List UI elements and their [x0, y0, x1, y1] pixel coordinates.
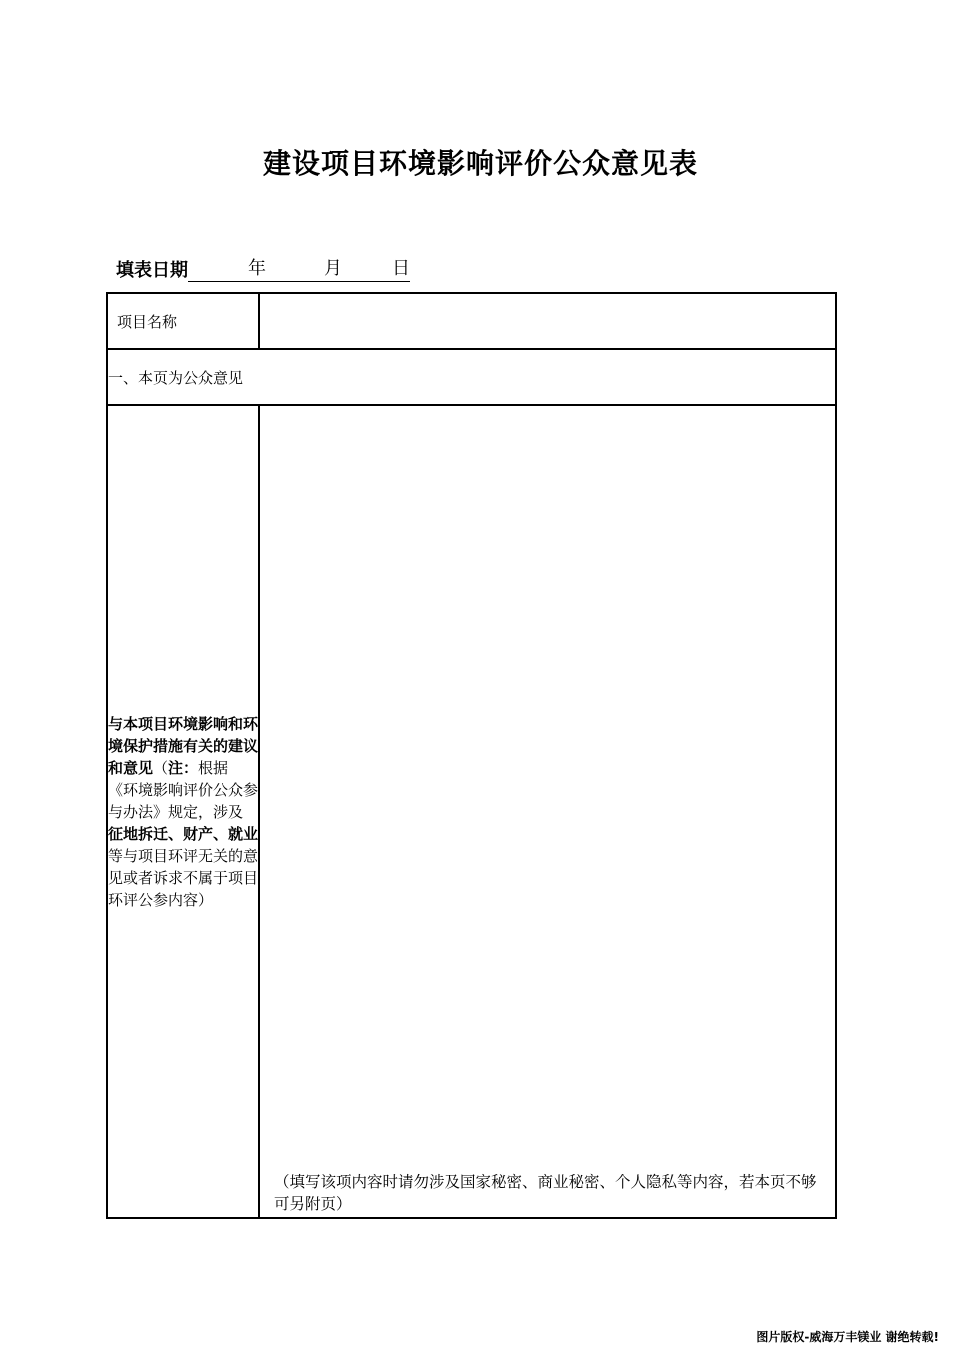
fill-date-line	[116, 254, 410, 282]
section-heading-row	[107, 349, 836, 405]
opinion-label-paren: （	[153, 758, 169, 777]
opinion-label-rule: 根据《环境影响评价公众参与办法》规定，涉及	[108, 758, 259, 821]
month-blank[interactable]	[266, 259, 324, 282]
day-unit: 日	[392, 254, 410, 282]
day-blank[interactable]	[342, 259, 392, 282]
project-name-row	[107, 293, 836, 349]
year-blank[interactable]	[188, 259, 248, 282]
copyright-watermark: 图片版权-威海万丰镁业 谢绝转载!	[756, 1330, 939, 1344]
opinion-row	[107, 405, 836, 1218]
fill-date-label: 填表日期	[116, 260, 188, 281]
project-name-field[interactable]	[259, 293, 836, 349]
opinion-field[interactable]	[259, 405, 836, 1218]
project-name-label: 项目名称	[107, 293, 259, 349]
year-unit: 年	[248, 254, 266, 282]
opinion-label-rest: 等与项目环评无关的意见或者诉求不属于项目环评公参内容）	[108, 846, 259, 909]
opinion-label-note-prefix: 注：	[168, 758, 199, 777]
privacy-note: （填写该项内容时请勿涉及国家秘密、商业秘密、个人隐私等内容，若本页不够可另附页）	[274, 1173, 817, 1213]
opinion-form-table	[106, 292, 837, 1219]
form-title: 建设项目环境影响评价公众意见表	[262, 147, 698, 180]
opinion-label-main: 与本项目环境影响和环境保护措施有关的建议和意见	[108, 714, 259, 777]
section-heading: 一、本页为公众意见	[107, 349, 836, 405]
opinion-label	[107, 405, 259, 1218]
opinion-label-excluded-topics: 征地拆迁、财产、就业	[108, 824, 259, 843]
month-unit: 月	[324, 254, 342, 282]
